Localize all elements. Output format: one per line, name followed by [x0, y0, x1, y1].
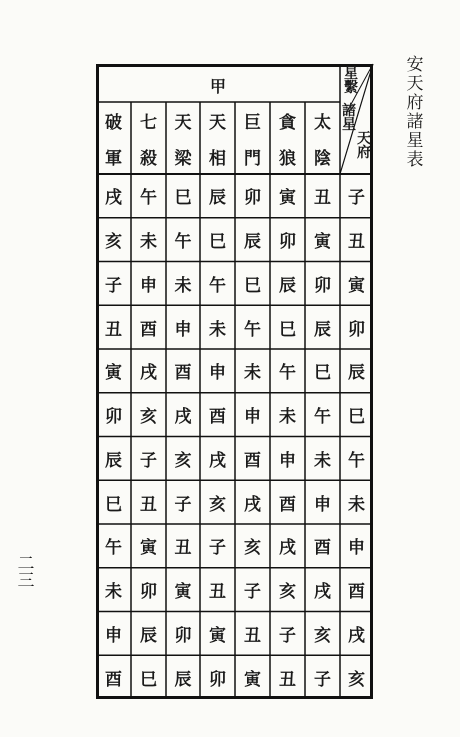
table-cell: 子 [105, 275, 122, 296]
table-cell: 巳 [105, 494, 122, 515]
table-cell: 丑 [279, 669, 296, 690]
table-cell: 酉 [348, 582, 365, 603]
column-header-bottom: 軍 [105, 148, 122, 169]
table-cell: 巳 [209, 232, 226, 253]
side-title: 安 天 府 諸 星 表 [406, 55, 424, 170]
table-cell: 卯 [279, 232, 296, 253]
table-cell: 未 [348, 494, 365, 515]
column-header-top: 天 [174, 112, 192, 133]
table-cell: 巳 [314, 363, 331, 384]
column-header-top: 巨 [244, 112, 261, 133]
table-cell: 丑 [105, 319, 122, 340]
table-cell: 申 [314, 494, 331, 515]
table-cell: 戌 [140, 363, 157, 384]
table-cell: 未 [174, 275, 192, 296]
table-cell: 巳 [174, 188, 192, 209]
table-cell: 戌 [348, 625, 365, 646]
column-header-bottom: 相 [209, 148, 226, 169]
table-cell: 丑 [174, 538, 192, 559]
column-header-bottom: 狼 [279, 148, 296, 169]
table-cell: 亥 [244, 538, 261, 559]
table-cell: 子 [209, 538, 226, 559]
table-cell: 午 [174, 232, 192, 253]
table-cell: 酉 [279, 494, 296, 515]
corner-bottom-label: 天府 [357, 131, 371, 161]
table-cell: 戌 [314, 582, 331, 603]
table-cell: 未 [140, 232, 157, 253]
table-cell: 卯 [209, 669, 226, 690]
column-header-top: 七 [140, 112, 157, 133]
column-header-top: 天 [209, 112, 226, 133]
table-cell: 酉 [105, 669, 122, 690]
table-cell: 申 [140, 275, 157, 296]
table-cell: 亥 [209, 494, 226, 515]
corner-middle-label: 諸星 [342, 103, 356, 133]
table-cell: 丑 [348, 232, 365, 253]
table-cell: 卯 [244, 188, 261, 209]
table-cell: 丑 [209, 582, 226, 603]
table-cell: 辰 [279, 275, 296, 296]
table-cell: 申 [174, 319, 192, 340]
table-cell: 亥 [105, 232, 122, 253]
table-cell: 卯 [314, 275, 331, 296]
column-header-bottom: 殺 [140, 148, 157, 169]
table-cell: 丑 [244, 625, 261, 646]
column-header-bottom: 梁 [174, 148, 192, 169]
table-cell: 酉 [209, 407, 226, 428]
table-cell: 子 [279, 625, 296, 646]
table-cell: 子 [244, 582, 261, 603]
column-header-top: 破 [105, 112, 122, 133]
table-cell: 寅 [279, 188, 296, 209]
table-cell: 申 [105, 625, 122, 646]
table-cell: 辰 [209, 188, 226, 209]
table-cell: 辰 [174, 669, 192, 690]
table-cell: 巳 [348, 407, 365, 428]
table-cell: 戌 [279, 538, 296, 559]
table-cell: 寅 [314, 232, 331, 253]
table-cell: 酉 [140, 319, 157, 340]
column-header-top: 貪 [279, 112, 296, 133]
table-cell: 辰 [348, 363, 365, 384]
table-cell: 戌 [174, 407, 192, 428]
table-cell: 卯 [105, 407, 122, 428]
table-cell: 午 [140, 188, 157, 209]
table-cell: 未 [314, 450, 331, 471]
table-cell: 酉 [174, 363, 192, 384]
table-cell: 酉 [314, 538, 331, 559]
table-cell: 戌 [209, 450, 226, 471]
table-cell: 酉 [244, 450, 261, 471]
table-cell: 午 [105, 538, 122, 559]
table-cell: 辰 [314, 319, 331, 340]
table-cell: 卯 [348, 319, 365, 340]
column-header-bottom: 陰 [314, 148, 331, 169]
table-cell: 子 [174, 494, 192, 515]
table-cell: 午 [348, 450, 365, 471]
table-cell: 午 [279, 363, 296, 384]
table-cell: 丑 [314, 188, 331, 209]
table-cell: 巳 [140, 669, 157, 690]
table-cell: 午 [209, 275, 226, 296]
table-cell: 未 [105, 582, 122, 603]
corner-top-label: 星繫 [344, 66, 358, 96]
table-cell: 未 [279, 407, 296, 428]
page-number: 二 三 [17, 554, 35, 591]
table-cell: 午 [314, 407, 331, 428]
table-cell: 申 [209, 363, 226, 384]
table-cell: 申 [244, 407, 261, 428]
table-cell: 寅 [105, 363, 122, 384]
table-cell: 卯 [174, 625, 192, 646]
table-cell: 寅 [209, 625, 226, 646]
table-cell: 辰 [140, 625, 157, 646]
table-cell: 寅 [140, 538, 157, 559]
table-cell: 子 [348, 188, 365, 209]
column-header-top: 太 [314, 112, 331, 133]
table-cell: 亥 [140, 407, 157, 428]
table-cell: 未 [244, 363, 261, 384]
table-cell: 子 [314, 669, 331, 690]
table-cell: 子 [140, 450, 157, 471]
table-cell: 亥 [279, 582, 296, 603]
table-cell: 戌 [105, 188, 122, 209]
column-header-bottom: 門 [244, 148, 261, 169]
table-cell: 巳 [244, 275, 261, 296]
group-header: 甲 [210, 77, 227, 96]
table-cell: 寅 [244, 669, 261, 690]
table-cell: 寅 [174, 582, 192, 603]
table-cell: 申 [348, 538, 365, 559]
table-cell: 丑 [140, 494, 157, 515]
table-cell: 亥 [174, 450, 192, 471]
table-cell: 卯 [140, 582, 157, 603]
table-cell: 寅 [348, 275, 365, 296]
table-cell: 辰 [105, 450, 122, 471]
table-cell: 亥 [348, 669, 365, 690]
table-cell: 申 [279, 450, 296, 471]
table-cell: 巳 [279, 319, 296, 340]
table-cell: 戌 [244, 494, 261, 515]
table-cell: 午 [244, 319, 261, 340]
table-cell: 亥 [314, 625, 331, 646]
table-cell: 辰 [244, 232, 261, 253]
table-cell: 未 [209, 319, 226, 340]
